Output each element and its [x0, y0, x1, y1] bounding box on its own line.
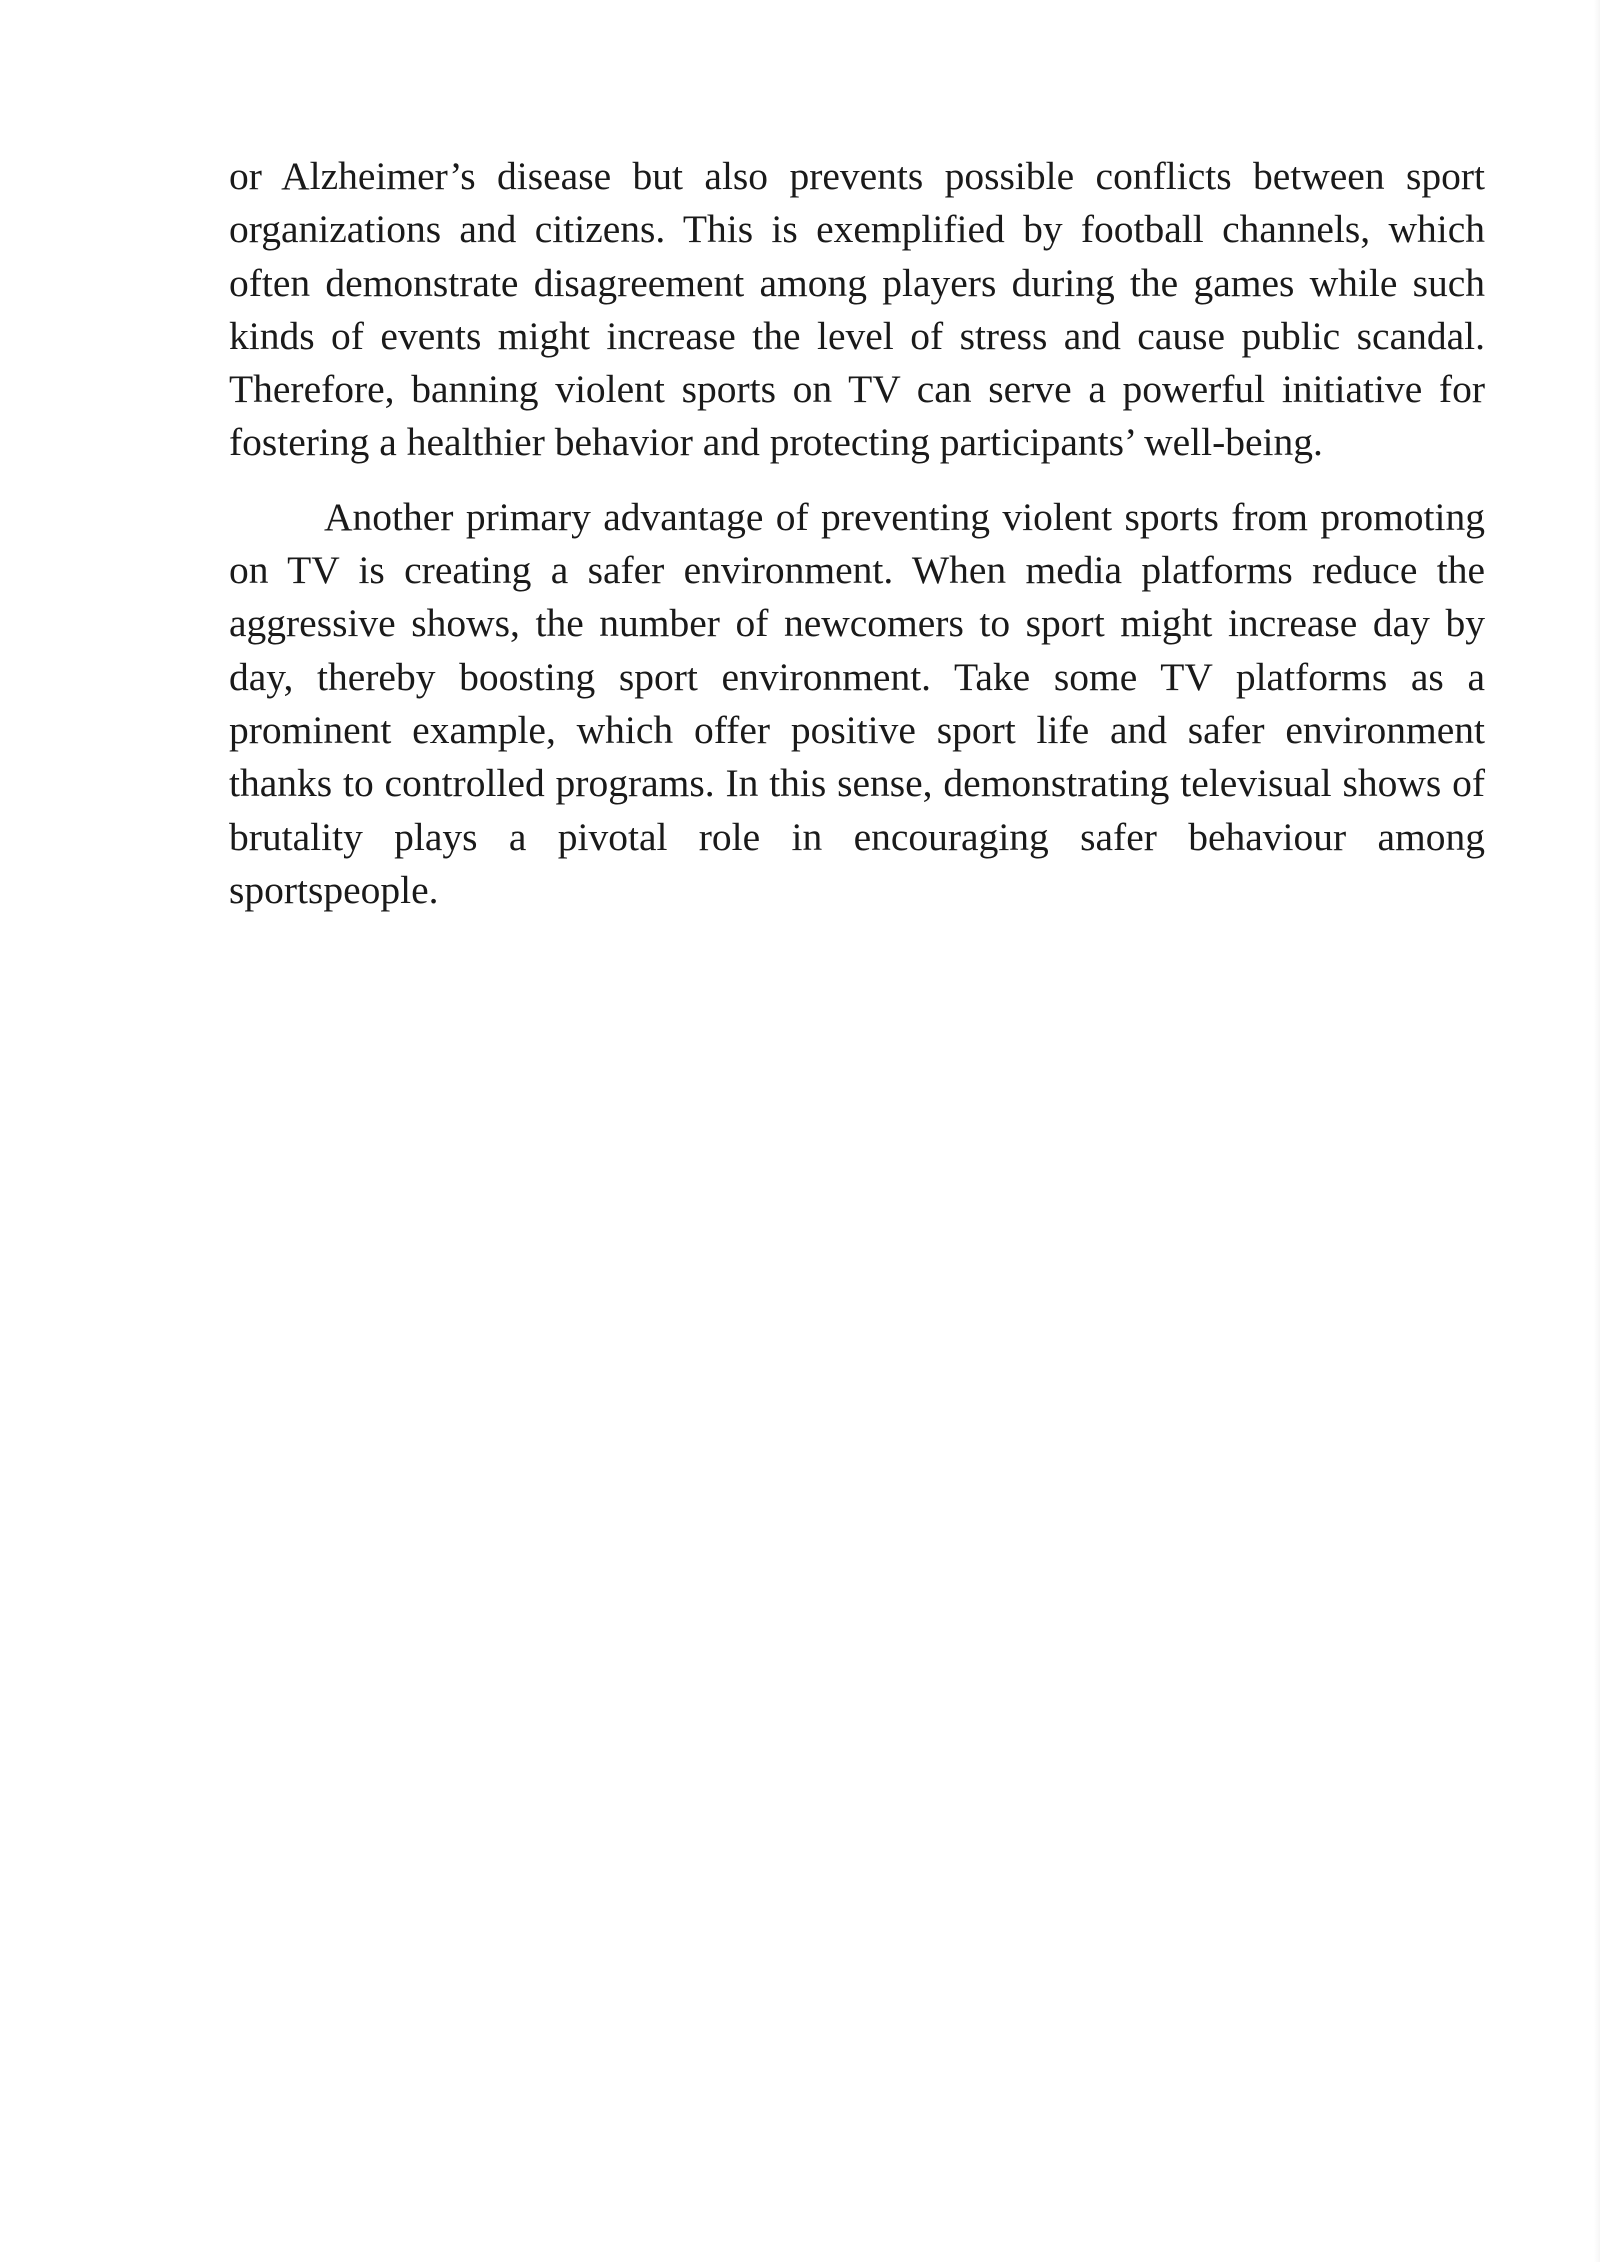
document-body [229, 150, 1485, 917]
paragraph-safer-environment: Another primary advantage of preventing violent sports from promoting on TV is creating a safer environment. When media platforms reduce the aggressive shows, the number of newcomers to sport might increase day by day, thereby boosting sport environment. Take some TV platforms as a prominent example, which offer positive sport life and safer environment thanks to controlled programs. In this sense, demonstrating televisual shows of brutality plays a pivotal role in encouraging safer behaviour among sportspeople. [229, 494, 1485, 912]
page-edge-shadow [1594, 0, 1600, 2262]
paragraph-continuation: or Alzheimer’s disease but also prevents possible conflicts between sport organizations and citizens. This is exemplified by football channels, which often demonstrate disagreement among players during the games while such kinds of events might increase the level of stress and cause public scandal. Therefore, banning violent sports on TV can serve a powerful initiative for fostering a healthier behavior and protecting participants’ well-being. [229, 154, 1485, 465]
